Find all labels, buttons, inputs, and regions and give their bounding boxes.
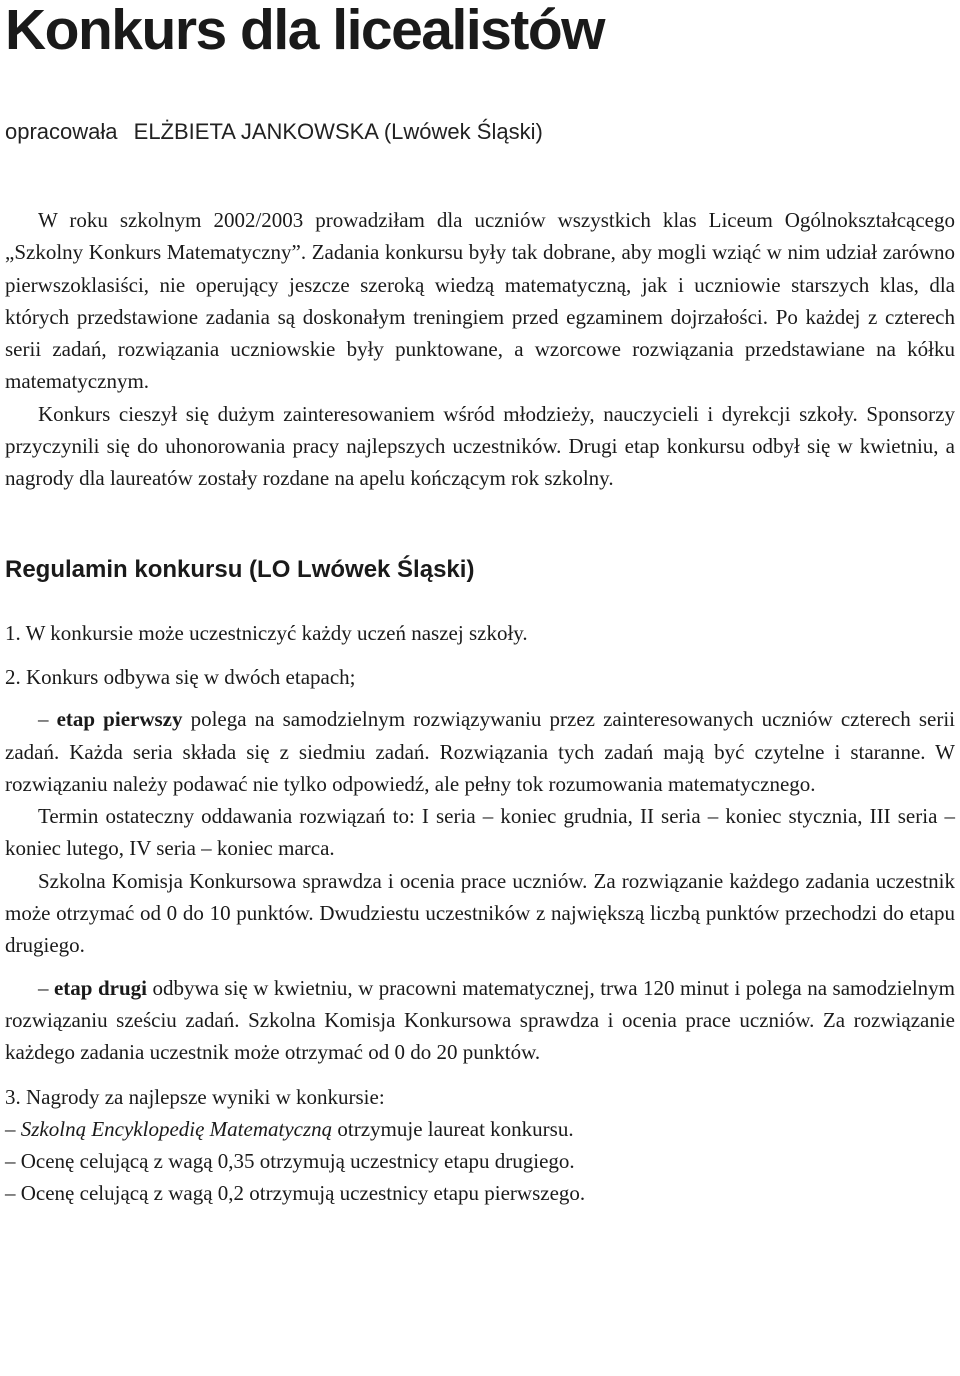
deadline-paragraph: Termin ostateczny oddawania rozwiązań to: I seria – koniec grudnia, II seria – koniec stycznia, III seria – koniec lutego, IV seria – koniec marca. xyxy=(5,804,955,861)
commission-paragraph: Szkolna Komisja Konkursowa sprawdza i ocenia prace uczniów. Za rozwiązanie każdego zadania uczestnik może otrzymać od 0 do 10 punktów. Dwudziestu uczestników z największą liczbą punktów przechodzi do etapu drugiego. xyxy=(5,868,955,958)
prize-3: – Ocenę celującą z wagą 0,2 otrzymują uczestnicy etapu pierwszego. xyxy=(5,1181,586,1206)
document-page xyxy=(5,0,955,1210)
intro-paragraph-2: Konkurs cieszył się dużym zainteresowaniem wśród młodzieży, nauczycieli i dyrekcji szkoły. Sponsorzy przyczynili się do uhonorowania pracy najlepszych uczestników. Drugi etap konkursu odbył się w kwietniu, a nagrody dla laureatów zostały rozdane na apelu kończącym rok szkolny. xyxy=(5,401,955,491)
stage-1-text: polega na samodzielnym rozwiązywaniu przez zainteresowanych uczniów czterech serii zadań. Każda seria składa się z siedmiu zadań. Rozwiązania tych zadań mają być czytelne i staranne. W rozwiązaniu należy podawać nie tylko odpowiedź, ale pełny tok rozumowania matematycznego. xyxy=(5,707,955,796)
stage-2-dash: – xyxy=(38,975,54,1000)
stage-1-paragraph xyxy=(5,703,955,800)
stage-1-dash: – xyxy=(38,707,57,732)
rule-1: 1. W konkursie może uczestniczyć każdy uczeń naszej szkoły. xyxy=(5,620,528,645)
stage-2-paragraph xyxy=(5,972,955,1069)
stage-2-label: etap drugi xyxy=(53,975,147,1000)
page-title: Konkurs dla licealistów xyxy=(5,0,605,62)
prize-1 xyxy=(5,1113,955,1145)
author-name: ELŻBIETA JANKOWSKA (Lwówek Śląski) xyxy=(133,119,543,144)
rules-list xyxy=(5,617,955,1210)
section-title: Regulamin konkursu (LO Lwówek Śląski) xyxy=(5,555,475,583)
prize-1-title: Szkolną Encyklopedię Matematyczną xyxy=(20,1116,333,1141)
prize-2: – Ocenę celującą z wagą 0,35 otrzymują uczestnicy etapu drugiego. xyxy=(5,1149,575,1174)
intro-paragraph-1: W roku szkolnym 2002/2003 prowadziłam dla uczniów wszystkich klas Liceum Ogólnokształcącego „Szkolny Konkurs Matematyczny”. Zadania konkursu były tak dobrane, aby mogli wziąć w nim udział zarówno pierwszoklasiści, nie operujący jeszcze szeroką wiedzą matematyczną, jak i uczniowie starszych klas, dla których przedstawione zadania są doskonałym treningiem przed egzaminem dojrzałości. Po każdej z czterech serii zadań, rozwiązania uczniowskie były punktowane, a wzorcowe rozwiązania przedstawiane na kółku matematycznym. xyxy=(5,208,955,394)
author-line xyxy=(5,118,955,146)
rule-2: 2. Konkurs odbywa się w dwóch etapach; xyxy=(5,664,356,689)
author-label: opracowała xyxy=(5,119,118,144)
stage-1-label: etap pierwszy xyxy=(56,707,183,732)
prize-1-dash: – xyxy=(5,1116,21,1141)
prize-1-text: otrzymuje laureat konkursu. xyxy=(332,1116,574,1141)
rule-3: 3. Nagrody za najlepsze wyniki w konkursie: xyxy=(5,1084,385,1109)
stage-2-text: odbywa się w kwietniu, w pracowni matematycznej, trwa 120 minut i polega na samodzielnym rozwiązaniu sześciu zadań. Szkolna Komisja Konkursowa sprawdza i ocenia prace uczniów. Za rozwiązanie każdego zadania uczestnik może otrzymać od 0 do 20 punktów. xyxy=(5,975,955,1065)
